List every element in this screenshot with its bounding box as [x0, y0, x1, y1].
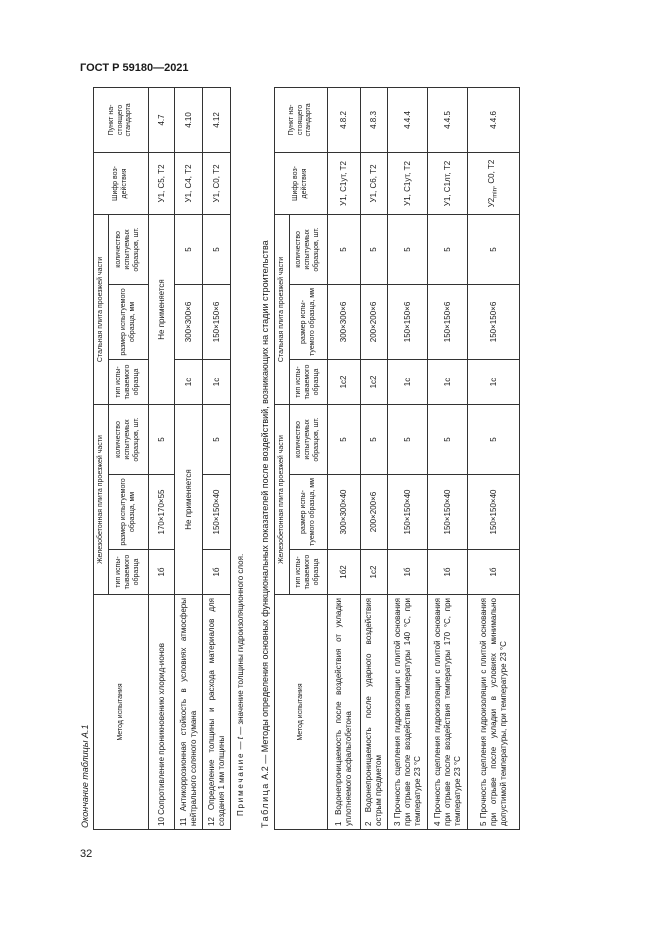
header-rc-type: тип испы-тываемого образца [290, 550, 328, 595]
cell-st-size: 150×150×6 [428, 284, 468, 359]
table-a1 [93, 87, 231, 830]
header-st-size: размер испытуемого образца, мм [109, 284, 149, 359]
cell-rc-count: 5 [149, 404, 175, 474]
cell-st-count: 5 [468, 214, 520, 284]
cell-rc-type: 1б [468, 550, 520, 595]
code-subscript: min [492, 188, 499, 198]
cell-clause: 4.12 [203, 87, 231, 152]
header-clause: Пункт на-стоящего стандарта [275, 87, 328, 152]
cell-code: У1, С1ут, Т2 [388, 152, 428, 214]
cell-method: 12 Определение толщины и расхода материалов для создания 1 мм толщины [203, 595, 231, 830]
header-st-count: количество испытуемых образцов, шт. [109, 214, 149, 284]
cell-clause: 4.4.4 [388, 87, 428, 152]
header-steel-group: Стальная плита проезжей части [94, 214, 109, 404]
cell-rc-type: 1б [203, 550, 231, 595]
note-label: Примечание [236, 751, 245, 816]
header-st-type: тип испы-тываемого образца [109, 359, 149, 404]
header-rc-group: Железобетонная плита проезжей части [94, 404, 109, 594]
note-variable: t [236, 737, 245, 740]
cell-st-type: 1с [203, 359, 231, 404]
header-st-count: количество испытуемых образцов, шт. [290, 214, 328, 284]
table-row [175, 87, 203, 829]
cell-st-type: 1с2 [361, 359, 388, 404]
cell-rc-type: 1б2 [328, 550, 361, 595]
cell-clause: 4.8.3 [361, 87, 388, 152]
header-st-type: тип испы-тываемого образца [290, 359, 328, 404]
header-rc-size: размер испы-туемого образца, мм [290, 475, 328, 550]
header-code: Шифр воз-действия [275, 152, 328, 214]
header-rc-group: Железобетонная плита проезжей части [275, 404, 290, 594]
cell-st-type: 1с2 [328, 359, 361, 404]
cell-rc-type: 1б [428, 550, 468, 595]
table-a2 [274, 87, 520, 830]
cell-method: 5 Прочность сцепления гидроизоляции с плитой основания при отрыве после укладки в условиях минимально допустимой температуры, при температуре 23 °С [468, 595, 520, 830]
table-row [428, 87, 468, 829]
cell-st-size: 200×200×6 [361, 284, 388, 359]
cell-st-size: 150×150×6 [468, 284, 520, 359]
cell-rc-size: 150×150×40 [388, 475, 428, 550]
cell-method: 10 Сопротивление проникновению хлорид-ионов [149, 595, 175, 830]
note-dash: — [236, 739, 245, 752]
cell-rc-type: 1б [149, 550, 175, 595]
cell-code [468, 152, 520, 214]
cell-method: 4 Прочность сцепления гидроизоляции с плитой основания при отрыве после воздействия температуры 170 °С, при температуре 23 °С [428, 595, 468, 830]
table-row [388, 87, 428, 829]
rotated-content [80, 88, 595, 830]
header-code: Шифр воз-действия [94, 152, 149, 214]
header-method: Метод испытания [275, 595, 328, 830]
cell-clause: 4.4.5 [428, 87, 468, 152]
cell-code: У1, С0, Т2 [203, 152, 231, 214]
cell-rc-size: 150×150×40 [428, 475, 468, 550]
cell-code: У1, С4, Т2 [175, 152, 203, 214]
cell-code: У1, С5, Т2 [149, 152, 175, 214]
cell-rc-size: 300×300×40 [328, 475, 361, 550]
cell-st-count: 5 [203, 214, 231, 284]
table-a1-continuation [80, 88, 245, 830]
table-row [468, 87, 520, 829]
cell-rc-type: 1с2 [361, 550, 388, 595]
table-row [328, 87, 361, 829]
cell-st-type: 1с [468, 359, 520, 404]
document-id: ГОСТ Р 59180—2021 [80, 62, 189, 74]
cell-st-size: 150×150×6 [203, 284, 231, 359]
cell-st-count: 5 [361, 214, 388, 284]
table-row [361, 87, 388, 829]
code-main: У2 [486, 197, 496, 208]
cell-rc-count: 5 [328, 404, 361, 474]
header-steel-group: Стальная плита проезжей части [275, 214, 290, 404]
table-a1-caption: Окончание таблицы А.1 [80, 724, 90, 828]
cell-rc-count: 5 [203, 404, 231, 474]
cell-clause: 4.4.6 [468, 87, 520, 152]
cell-rc-size: 170×170×55 [149, 475, 175, 550]
cell-rc-count: 5 [361, 404, 388, 474]
cell-st-count: 5 [388, 214, 428, 284]
header-rc-size: размер испытуемого образца, мм [109, 475, 149, 550]
cell-method: 3 Прочность сцепления гидроизоляции с плитой основания при отрыве после воздействия температуры 140 °С, при температуре 23 °С [388, 595, 428, 830]
table-label: Таблица [260, 782, 270, 828]
cell-st-count: 5 [428, 214, 468, 284]
table-row [203, 87, 231, 829]
cell-method: 1 Водонепроницаемость после воздействия от укладки уплотняемого асфальтобетона [328, 595, 361, 830]
table-a2-title [260, 88, 270, 828]
cell-rc-count: 5 [388, 404, 428, 474]
note-text: — значение толщины гидроизоляционного слоя. [236, 553, 245, 737]
cell-st-type: 1с [428, 359, 468, 404]
cell-st-count: 5 [328, 214, 361, 284]
cell-clause: 4.7 [149, 87, 175, 152]
cell-rc-size: 200×200×6 [361, 475, 388, 550]
cell-rc-count: 5 [468, 404, 520, 474]
header-rc-type: тип испы-тываемого образца [109, 550, 149, 595]
cell-st-size: 150×150×6 [388, 284, 428, 359]
cell-clause: 4.8.2 [328, 87, 361, 152]
table-title-text: А.2 — Методы определения основных функциональных показателей после воздействий, возникающих на стадии строительства [260, 240, 270, 783]
cell-st-type: 1с [175, 359, 203, 404]
header-rc-count: количество испытуемых образцов, шт. [290, 404, 328, 474]
header-st-size: размер испы-туемого образца, мм [290, 284, 328, 359]
code-rest: , С0, Т2 [486, 159, 496, 189]
cell-rc-type: 1б [388, 550, 428, 595]
cell-code: У1, С6, Т2 [361, 152, 388, 214]
cell-clause: 4.10 [175, 87, 203, 152]
cell-method: 2 Водонепроницаемость после ударного воздействия острым предметом [361, 595, 388, 830]
cell-st-size: 300×300×6 [328, 284, 361, 359]
table-row [149, 87, 175, 829]
header-method: Метод испытания [94, 595, 149, 830]
header-rc-count: количество испытуемых образцов, шт. [109, 404, 149, 474]
cell-st-size: 300×300×6 [175, 284, 203, 359]
cell-code: У1, С1лт, Т2 [428, 152, 468, 214]
table-a2-section [260, 88, 520, 830]
header-clause: Пункт на-стоящего стандарта [94, 87, 149, 152]
table-a1-note [236, 88, 245, 816]
cell-st-type: 1с [388, 359, 428, 404]
page-number: 32 [80, 848, 93, 860]
cell-rc-count: 5 [428, 404, 468, 474]
cell-steel-not-applicable: Не применяется [149, 214, 175, 404]
cell-rc-size: 150×150×40 [203, 475, 231, 550]
cell-method: 11 Антикоррозионная стойкость в условиях атмосферы нейтрального соляного тумана [175, 595, 203, 830]
cell-st-count: 5 [175, 214, 203, 284]
cell-rc-not-applicable: Не применяется [175, 404, 203, 594]
cell-rc-size: 150×150×40 [468, 475, 520, 550]
cell-code: У1, С1ут, Т2 [328, 152, 361, 214]
